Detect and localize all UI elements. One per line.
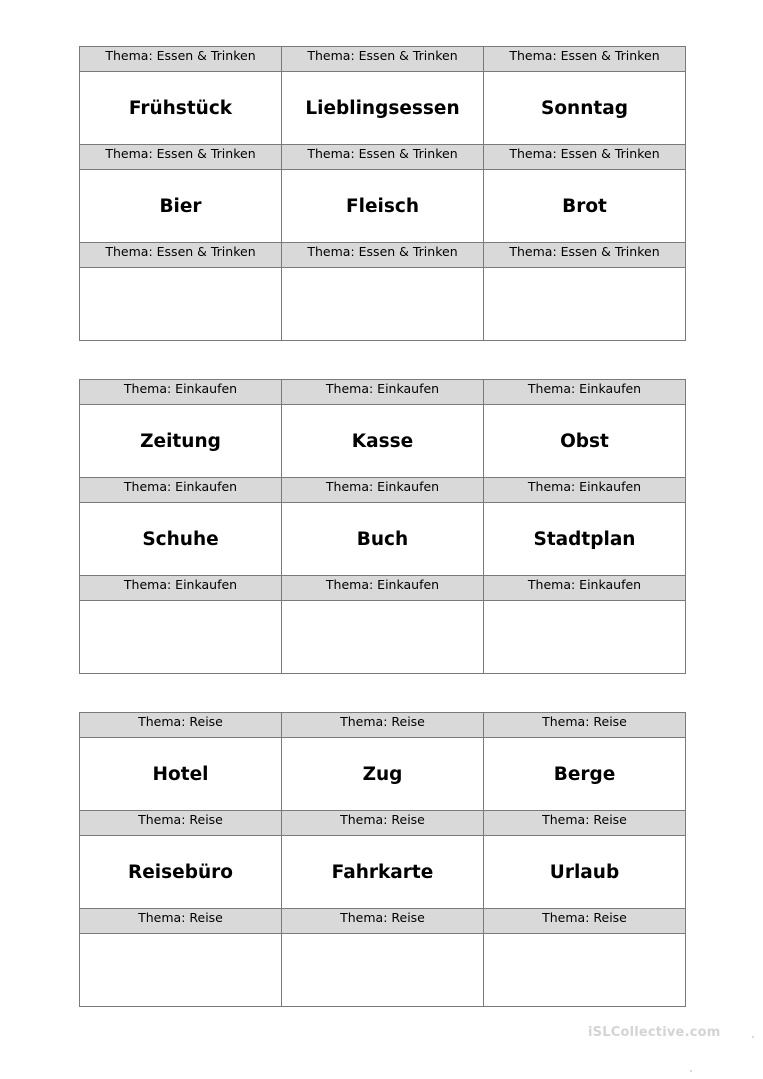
card-word-blank bbox=[80, 601, 282, 674]
card-theme-label: Thema: Essen & Trinken bbox=[282, 145, 484, 170]
card-word-blank bbox=[282, 268, 484, 341]
card-word-blank bbox=[282, 934, 484, 1007]
card-word: Bier bbox=[80, 170, 282, 243]
card-word-blank bbox=[484, 601, 686, 674]
card-theme-label: Thema: Essen & Trinken bbox=[484, 145, 686, 170]
card-theme-label: Thema: Reise bbox=[80, 811, 282, 836]
card-word: Brot bbox=[484, 170, 686, 243]
card-word: Stadtplan bbox=[484, 503, 686, 576]
card-theme-label: Thema: Reise bbox=[80, 713, 282, 738]
card-table-essen-trinken bbox=[79, 46, 686, 341]
card-word: Schuhe bbox=[80, 503, 282, 576]
card-word: Obst bbox=[484, 405, 686, 478]
card-theme-label: Thema: Essen & Trinken bbox=[484, 47, 686, 72]
card-theme-label: Thema: Essen & Trinken bbox=[80, 243, 282, 268]
card-word: Buch bbox=[282, 503, 484, 576]
card-word: Fleisch bbox=[282, 170, 484, 243]
card-word: Sonntag bbox=[484, 72, 686, 145]
card-word: Hotel bbox=[80, 738, 282, 811]
card-theme-label: Thema: Einkaufen bbox=[484, 478, 686, 503]
card-theme-label: Thema: Einkaufen bbox=[484, 576, 686, 601]
card-theme-label: Thema: Einkaufen bbox=[282, 478, 484, 503]
card-word: Kasse bbox=[282, 405, 484, 478]
card-word: Reisebüro bbox=[80, 836, 282, 909]
card-theme-label: Thema: Einkaufen bbox=[282, 380, 484, 405]
card-word: Zeitung bbox=[80, 405, 282, 478]
decorative-dot bbox=[752, 1036, 754, 1038]
card-theme-label: Thema: Essen & Trinken bbox=[80, 47, 282, 72]
card-theme-label: Thema: Einkaufen bbox=[80, 576, 282, 601]
card-theme-label: Thema: Reise bbox=[282, 811, 484, 836]
card-word: Berge bbox=[484, 738, 686, 811]
card-word-blank bbox=[80, 268, 282, 341]
card-theme-label: Thema: Einkaufen bbox=[80, 380, 282, 405]
card-word-blank bbox=[282, 601, 484, 674]
card-theme-label: Thema: Reise bbox=[282, 713, 484, 738]
card-word: Zug bbox=[282, 738, 484, 811]
card-theme-label: Thema: Reise bbox=[484, 909, 686, 934]
card-theme-label: Thema: Essen & Trinken bbox=[282, 47, 484, 72]
card-theme-label: Thema: Reise bbox=[282, 909, 484, 934]
card-word: Fahrkarte bbox=[282, 836, 484, 909]
decorative-dot bbox=[690, 1070, 692, 1072]
card-theme-label: Thema: Essen & Trinken bbox=[484, 243, 686, 268]
card-word: Urlaub bbox=[484, 836, 686, 909]
card-word: Frühstück bbox=[80, 72, 282, 145]
card-table-reise bbox=[79, 712, 686, 1007]
card-theme-label: Thema: Reise bbox=[484, 713, 686, 738]
card-theme-label: Thema: Einkaufen bbox=[484, 380, 686, 405]
card-theme-label: Thema: Reise bbox=[80, 909, 282, 934]
watermark: iSLCollective.com bbox=[588, 1025, 721, 1040]
card-word-blank bbox=[484, 934, 686, 1007]
card-table-einkaufen bbox=[79, 379, 686, 674]
card-word-blank bbox=[80, 934, 282, 1007]
card-theme-label: Thema: Reise bbox=[484, 811, 686, 836]
card-theme-label: Thema: Essen & Trinken bbox=[282, 243, 484, 268]
card-theme-label: Thema: Einkaufen bbox=[80, 478, 282, 503]
card-word: Lieblingsessen bbox=[282, 72, 484, 145]
card-word-blank bbox=[484, 268, 686, 341]
card-theme-label: Thema: Einkaufen bbox=[282, 576, 484, 601]
card-theme-label: Thema: Essen & Trinken bbox=[80, 145, 282, 170]
